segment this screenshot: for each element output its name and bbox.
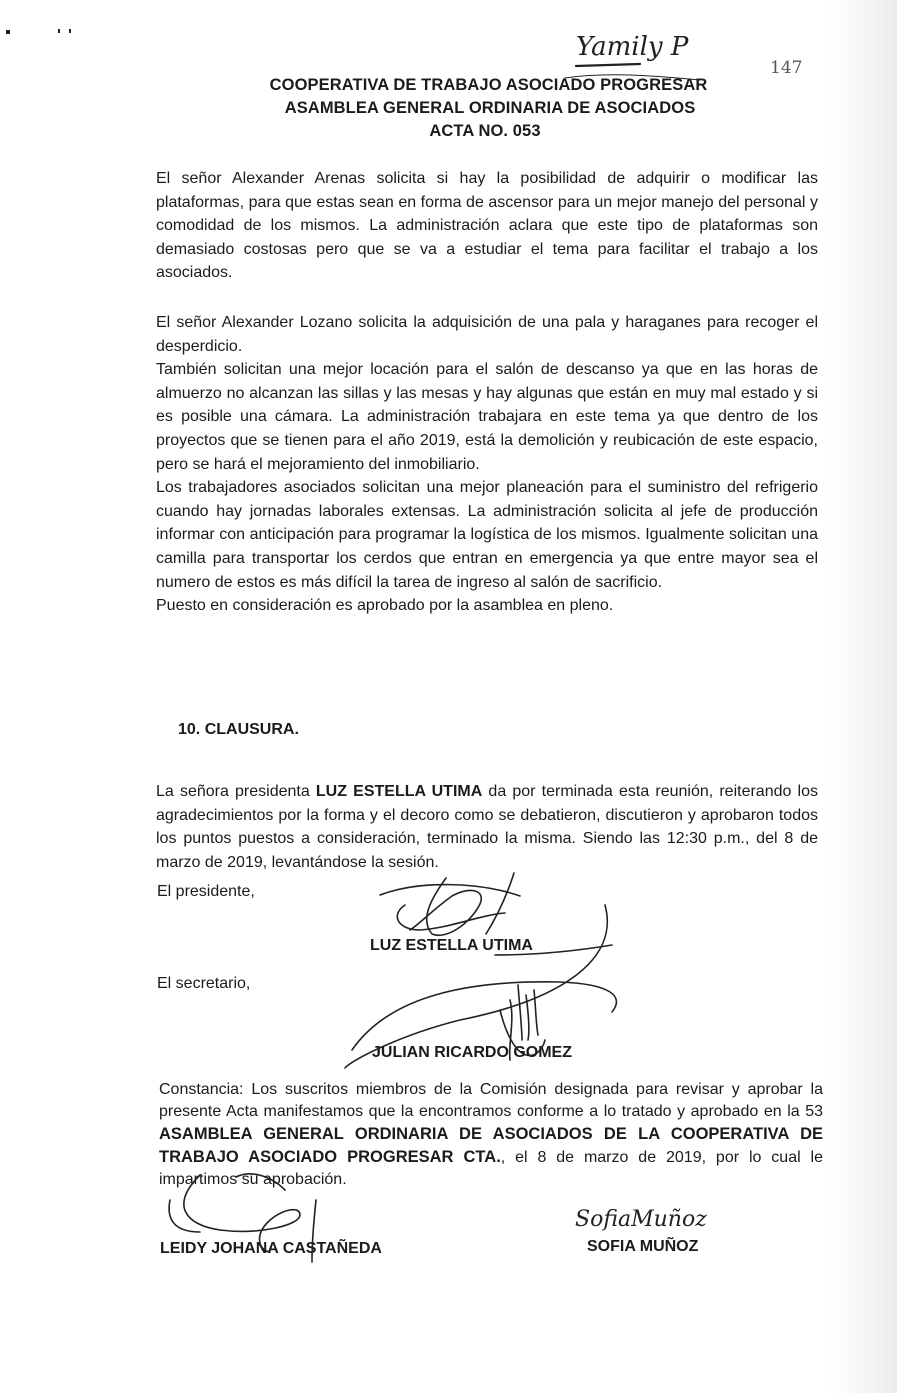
request-line: También solicitan una mejor locación para el salón de descanso ya que en las horas de almuerzo no alcanzan las sillas y las mesas y hay algunas que están en muy mal estado y si es posible una cámara. La administración trabajara en este tema ya que dentro de los proyectos que se tienen para el año 2019, está la demolición y reubicación de este espacio, pero se hará el mejoramiento del inmobiliario. [156, 361, 818, 473]
request-line: Los trabajadores asociados solicitan una mejor planeación para el suministro del refrigerio cuando hay jornadas laborales extensas. La administración solicita al jefe de producción informar con anticipación para programar la logística de los mismos. Igualmente solicitan una camilla para transportar los cerdos que entran en emergencia ya que entre mayor sea el numero de estos es más difícil la tarea de ingreso al salón de sacrificio. [156, 479, 818, 591]
scan-speck [69, 29, 71, 33]
request-line: Puesto en consideración es aprobado por la asamblea en pleno. [156, 597, 614, 615]
scan-speck [58, 29, 60, 33]
paragraph-constancia [159, 1079, 823, 1191]
paragraph-platforms [156, 167, 818, 285]
constancia-part2: , el 8 de marzo de 2019, por lo cual le impartimos su aprobación. [159, 1149, 823, 1188]
note-underline [576, 64, 640, 66]
header-cooperative: COOPERATIVA DE TRABAJO ASOCIADO PROGRESAR [269, 76, 708, 94]
section-title-clausura: 10. CLAUSURA. [178, 721, 299, 738]
constancia-text [159, 1079, 823, 1191]
constancia-part1: Constancia: Los suscritos miembros de la Comisión designada para revisar y aprobar la presente Acta manifestamos que la encontramos conforme a lo tratado y aprobado en la 53 [159, 1081, 823, 1120]
header-act-number: ACTA NO. 053 [429, 122, 541, 140]
scan-shadow-edge [827, 0, 897, 1393]
sig-stroke [169, 1200, 200, 1232]
president-label: El presidente, [157, 883, 255, 900]
sig-script: SofiaMuñoz [575, 1207, 707, 1232]
sig-stroke [397, 905, 505, 930]
sig-stroke [486, 873, 514, 934]
handwritten-note [565, 32, 700, 80]
sig-stroke [410, 878, 481, 935]
paragraph-text: El señor Alexander Arenas solicita si hay la posibilidad de adquirir o modificar las plataformas, para que estas sean en forma de ascensor para un mejor manejo del personal y comodidad de los mismos. La administración aclara que este tipo de plataformas son demasiado costosas pero que se va a estudiar el tema para facilitar el trabajo a los asociados. [156, 170, 818, 282]
page-number: 147 [770, 58, 803, 78]
commission-right-name: SOFIA MUÑOZ [587, 1238, 699, 1255]
closing-president-name: LUZ ESTELLA UTIMA [315, 783, 483, 800]
sig-stroke [352, 982, 616, 1050]
paragraph-closing [156, 780, 818, 874]
closing-after: da por terminada esta reunión, reiterando los agradecimientos por la forma y el decoro como se debatieron, discutieron y aprobaron todos los puntos puestos a consideración, terminado la misma. Siendo las 12:30 p.m., del 8 de marzo de 2019, levantándose la sesión. [156, 783, 818, 871]
handwritten-note-text: Yamily P [576, 32, 689, 62]
commission-left-name: LEIDY JOHANA CASTAÑEDA [160, 1240, 382, 1257]
request-line: El señor Alexander Lozano solicita la adquisición de una pala y haraganes para recoger el desperdicio. [156, 314, 818, 355]
constancia-assembly-name: ASAMBLEA GENERAL ORDINARIA DE ASOCIADOS DE LA COOPERATIVA DE TRABAJO ASOCIADO PROGRESAR CTA. [159, 1125, 823, 1166]
sig-stroke [380, 885, 520, 896]
secretary-name: JULIAN RICARDO GOMEZ [372, 1044, 572, 1061]
header-assembly: ASAMBLEA GENERAL ORDINARIA DE ASOCIADOS [284, 99, 696, 117]
closing-text [156, 780, 818, 874]
president-signature [380, 873, 520, 935]
document-header [0, 74, 897, 143]
scan-speck [6, 30, 10, 34]
president-name: LUZ ESTELLA UTIMA [370, 937, 533, 954]
paragraph-requests [156, 311, 818, 618]
closing-before: La señora presidenta [156, 783, 316, 800]
commission-right-signature [575, 1207, 707, 1232]
secretary-label: El secretario, [157, 975, 251, 992]
